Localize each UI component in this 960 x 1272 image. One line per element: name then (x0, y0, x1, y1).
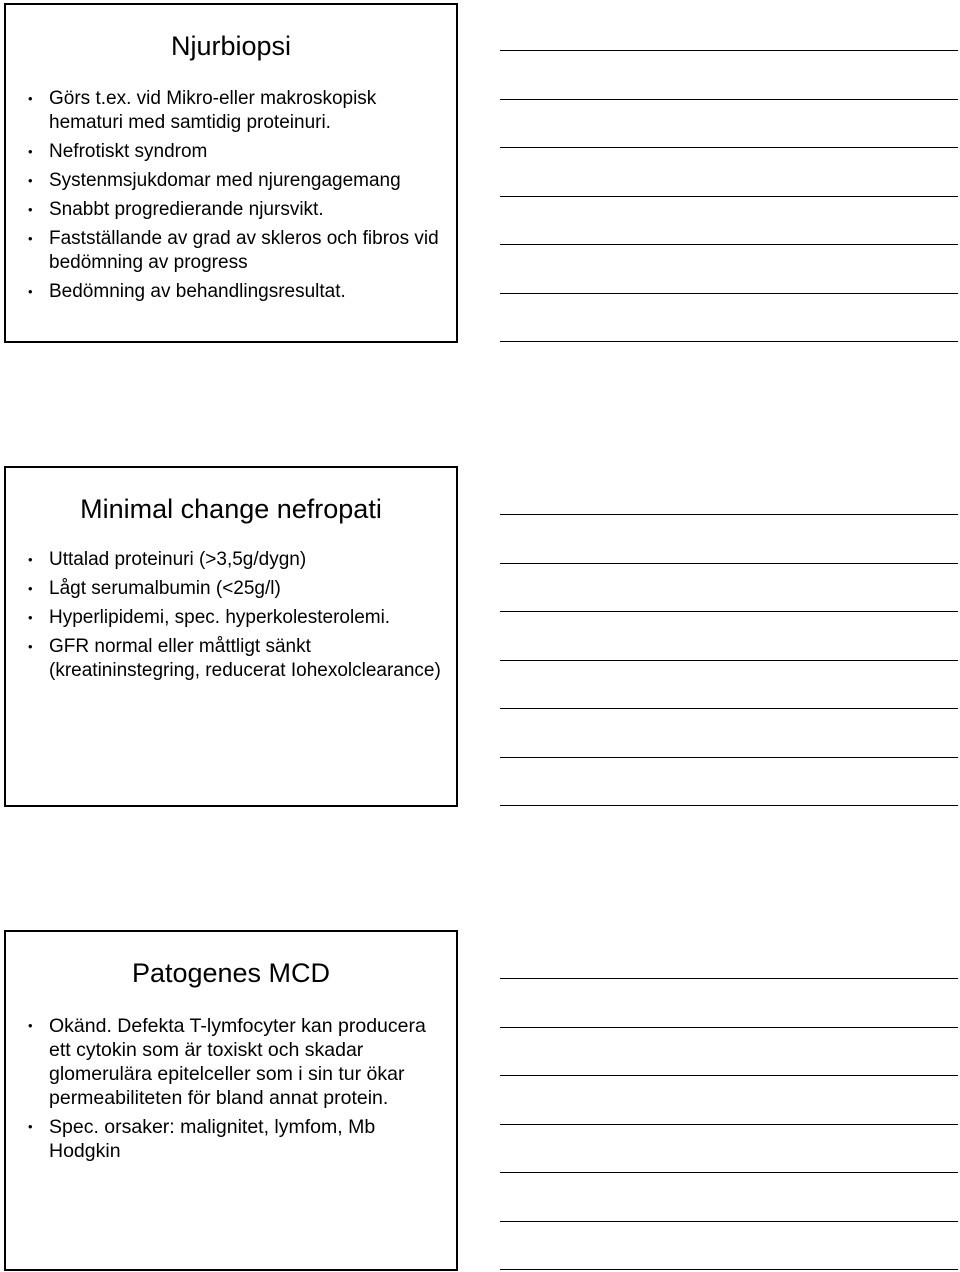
note-line (500, 196, 958, 197)
note-line (500, 244, 958, 245)
bullet-item: • Snabbt progredierande njursvikt. (28, 199, 324, 220)
bullet-dot-icon: • (28, 581, 33, 596)
bullet-dot-icon: • (28, 552, 33, 567)
bullet-item: • Nefrotiskt syndrom (28, 141, 208, 162)
note-line (500, 708, 958, 709)
slide-1 (4, 3, 458, 343)
note-line (500, 611, 958, 612)
note-line (500, 805, 958, 806)
note-line (500, 1075, 958, 1076)
note-line (500, 99, 958, 100)
note-line (500, 563, 958, 564)
bullet-dot-icon: • (28, 610, 33, 625)
bullet-list (28, 548, 448, 688)
slide-title: Minimal change nefropati (80, 494, 382, 524)
note-line (500, 660, 958, 661)
bullet-item: • Görs t.ex. vid Mikro-eller makroskopisk hematuri med samtidig proteinuri. (28, 88, 377, 133)
bullet-list (28, 1014, 448, 1168)
bullet-dot-icon: • (28, 639, 33, 654)
slide-title: Patogenes MCD (131, 958, 331, 988)
bullet-item: • GFR normal eller måttligt sänkt (kreatininstegring, reducerat Iohexolclearance) (28, 636, 441, 681)
bullet-item: • Okänd. Defekta T-lymfocyter kan producera ett cytokin som är toxiskt och skadar glomerulära epitelceller som i sin tur ökar permeabiliteten för bland annat protein. (28, 1015, 426, 1109)
note-line (500, 50, 958, 51)
slide-2 (4, 466, 458, 807)
bullet-item: • Fastställande av grad av skleros och fibros vid bedömning av progress (28, 228, 439, 273)
bullet-dot-icon: • (28, 144, 33, 159)
bullet-dot-icon: • (28, 1018, 33, 1033)
bullet-list (28, 87, 448, 309)
bullet-dot-icon: • (28, 1119, 33, 1134)
note-line (500, 341, 958, 342)
bullet-dot-icon: • (28, 173, 33, 188)
bullet-item: • Systenmsjukdomar med njurengagemang (28, 170, 401, 191)
bullet-item: • Hyperlipidemi, spec. hyperkolesterolemi. (28, 607, 391, 628)
note-line (500, 1172, 958, 1173)
bullet-item: • Lågt serumalbumin (<25g/l) (28, 578, 281, 599)
note-line (500, 1027, 958, 1028)
bullet-dot-icon: • (28, 91, 33, 106)
bullet-dot-icon: • (28, 284, 33, 299)
note-line (500, 978, 958, 979)
slide-title: Njurbiopsi (170, 31, 292, 61)
note-line (500, 1269, 958, 1270)
note-line (500, 147, 958, 148)
bullet-dot-icon: • (28, 231, 33, 246)
note-line (500, 757, 958, 758)
note-line (500, 1221, 958, 1222)
slide-3 (4, 930, 458, 1271)
note-line (500, 514, 958, 515)
note-line (500, 1124, 958, 1125)
bullet-item: • Spec. orsaker: malignitet, lymfom, Mb Hodgkin (28, 1116, 376, 1162)
note-line (500, 293, 958, 294)
bullet-dot-icon: • (28, 202, 33, 217)
bullet-item: • Uttalad proteinuri (>3,5g/dygn) (28, 549, 307, 570)
bullet-item: • Bedömning av behandlingsresultat. (28, 281, 346, 302)
